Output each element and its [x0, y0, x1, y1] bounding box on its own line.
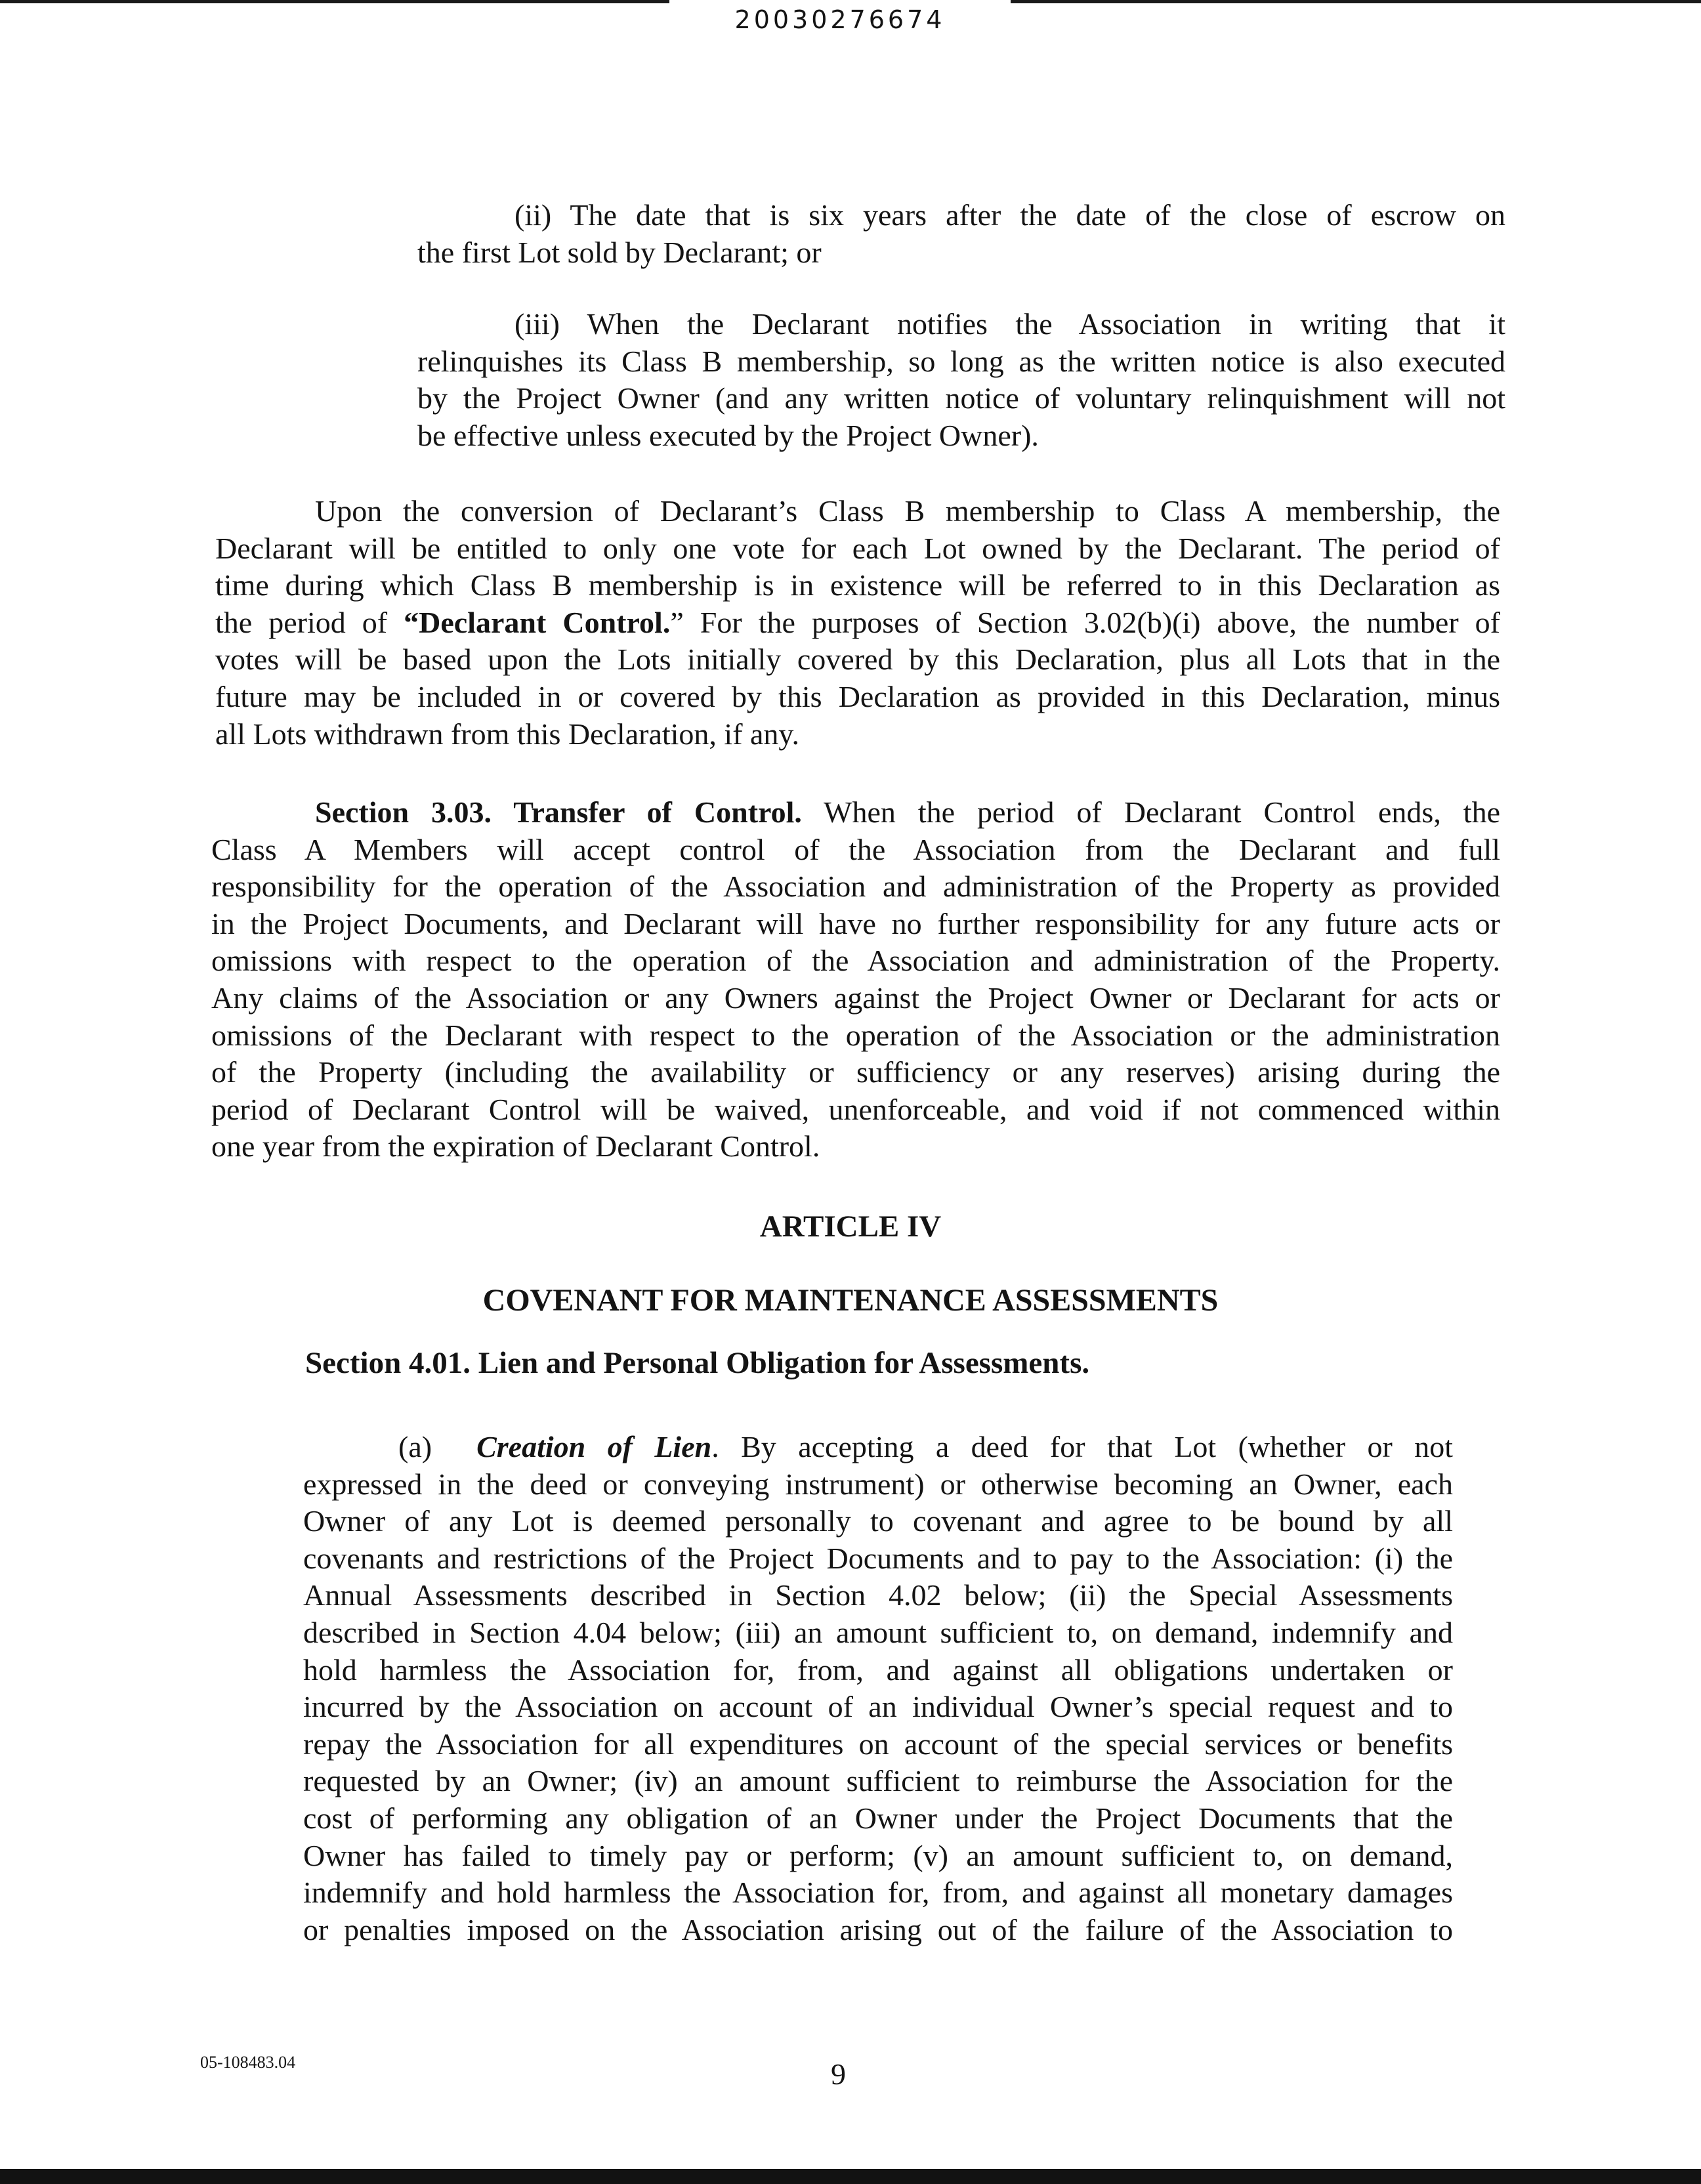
- conversion-line-4: the period of “Declarant Control.” For the purposes of Section 3.02(b)(i) above, the number of: [215, 605, 1501, 639]
- section-303-line-5: omissions with respect to the operation of the Association and administration of the Property.: [211, 944, 1500, 978]
- section-303-line-7: omissions of the Declarant with respect to the operation of the Association or the administration: [211, 1018, 1500, 1052]
- declarant-control-term: “Declarant Control.: [404, 605, 671, 639]
- conversion-line-7: all Lots withdrawn from this Declaration, if any.: [215, 717, 799, 751]
- para-a-line-2: expressed in the deed or conveying instrument) or otherwise becoming an Owner, each: [303, 1467, 1453, 1501]
- section-303-line-6: Any claims of the Association or any Owners against the Project Owner or Declarant for acts or: [211, 980, 1500, 1015]
- section-303-line-2: Class A Members will accept control of the Association from the Declarant and full: [211, 832, 1500, 866]
- section-303: [211, 794, 1500, 1166]
- section-401-heading: Section 4.01. Lien and Personal Obligation for Assessments.: [305, 1346, 1090, 1380]
- item-iii-line-3: by the Project Owner (and any written notice of voluntary relinquishment will not: [417, 381, 1505, 415]
- footer-document-id: 05-108483.04: [200, 2053, 296, 2072]
- para-a-line-6: described in Section 4.04 below; (iii) an amount sufficient to, on demand, indemnify and: [303, 1615, 1453, 1649]
- para-a-line-5: Annual Assessments described in Section 4.02 below; (ii) the Special Assessments: [303, 1578, 1453, 1612]
- item-ii: [417, 197, 1505, 271]
- para-a-line-12: Owner has failed to timely pay or perform; (v) an amount sufficient to, on demand,: [303, 1838, 1453, 1872]
- para-a-line-14: or penalties imposed on the Association arising out of the failure of the Association to: [303, 1912, 1453, 1946]
- conversion-line-1: Upon the conversion of Declarant’s Class B membership to Class A membership, the: [315, 494, 1500, 528]
- conversion-line-5: votes will be based upon the Lots initially covered by this Declaration, plus all Lots that in the: [215, 642, 1500, 677]
- page-number: 9: [831, 2057, 846, 2091]
- section-303-line-8: of the Property (including the availability or sufficiency or any reserves) arising during the: [211, 1055, 1500, 1089]
- section-303-line-4: in the Project Documents, and Declarant will have no further responsibility for any future acts or: [211, 906, 1500, 940]
- para-a-label: (a): [398, 1430, 432, 1463]
- para-a-line-9: repay the Association for all expenditures on account of the special services or benefits: [303, 1727, 1453, 1761]
- scan-edge-bottom: [0, 2169, 1701, 2184]
- section-303-line-3: responsibility for the operation of the Association and administration of the Property as provided: [211, 870, 1500, 904]
- header-strip: [669, 0, 1011, 39]
- para-a-line-11: cost of performing any obligation of an Owner under the Project Documents that the: [303, 1801, 1453, 1835]
- item-iii-line-1: (iii) When the Declarant notifies the Association in writing that it: [514, 307, 1505, 341]
- conversion-line-2: Declarant will be entitled to only one vote for each Lot owned by the Declarant. The period of: [215, 531, 1500, 565]
- section-303-heading: Section 3.03. Transfer of Control.: [315, 795, 802, 829]
- para-a-line-3: Owner of any Lot is deemed personally to covenant and agree to be bound by all: [303, 1504, 1453, 1538]
- section-303-line-1: Section 3.03. Transfer of Control. When the period of Declarant Control ends, the: [315, 795, 1500, 829]
- conversion-paragraph: [215, 493, 1500, 753]
- item-iii-line-2: relinquishes its Class B membership, so long as the written notice is also executed: [417, 344, 1505, 378]
- item-iii-line-4: be effective unless executed by the Project Owner).: [417, 418, 1039, 452]
- article-subtitle: COVENANT FOR MAINTENANCE ASSESSMENTS: [482, 1283, 1219, 1318]
- para-a-line-13: indemnify and hold harmless the Association for, from, and against all monetary damages: [303, 1876, 1453, 1910]
- creation-of-lien-title: Creation of Lien: [476, 1430, 712, 1463]
- section-401-para-a: [303, 1429, 1453, 1948]
- para-a-line-10: requested by an Owner; (iv) an amount sufficient to reimburse the Association for the: [303, 1764, 1453, 1798]
- article-title: ARTICLE IV: [759, 1209, 942, 1244]
- para-a-line-4: covenants and restrictions of the Project Documents and to pay to the Association: (i) the: [303, 1541, 1453, 1575]
- item-iii: [417, 306, 1505, 454]
- section-303-line-9: period of Declarant Control will be waived, unenforceable, and void if not commenced within: [211, 1092, 1500, 1126]
- section-303-line-10: one year from the expiration of Declarant Control.: [211, 1129, 820, 1164]
- para-a-line-7: hold harmless the Association for, from, and against all obligations undertaken or: [303, 1652, 1453, 1687]
- document-number: 20030276674: [734, 5, 946, 34]
- conversion-line-3: time during which Class B membership is in existence will be referred to in this Declaration as: [215, 568, 1500, 602]
- item-ii-line-1: (ii) The date that is six years after the date of the close of escrow on: [514, 198, 1505, 232]
- item-ii-line-2: the first Lot sold by Declarant; or: [417, 235, 822, 269]
- para-a-line-1: (a) Creation of Lien. By accepting a deed for that Lot (whether or not: [398, 1430, 1453, 1463]
- para-a-line-8: incurred by the Association on account of an individual Owner’s special request and to: [303, 1690, 1453, 1724]
- conversion-line-6: future may be included in or covered by this Declaration as provided in this Declaration, minus: [215, 679, 1500, 713]
